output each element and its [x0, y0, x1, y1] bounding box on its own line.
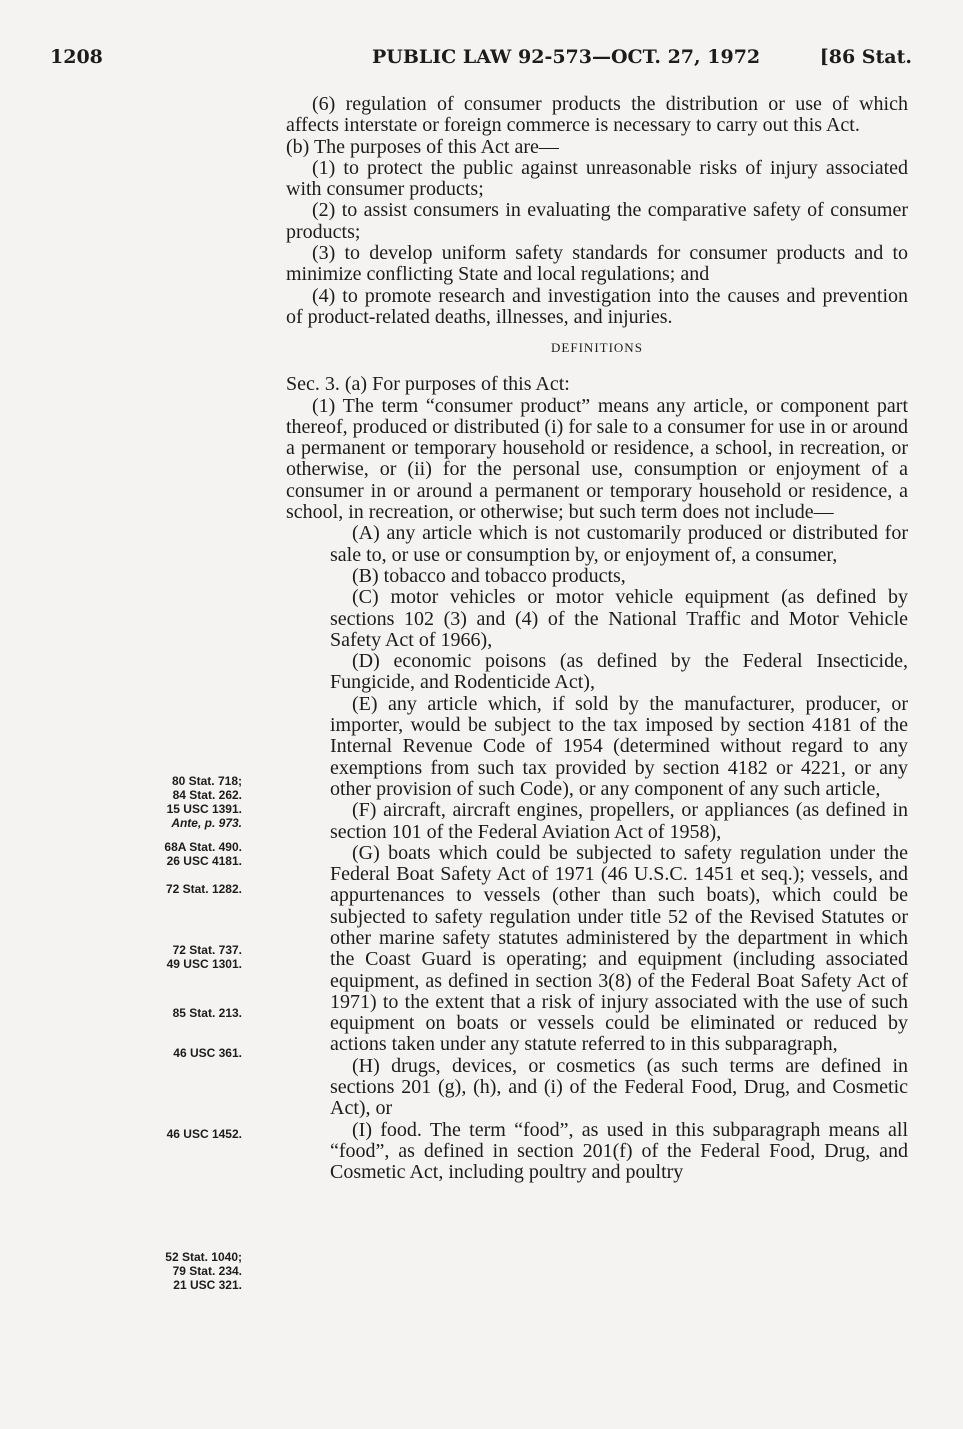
margin-note-line: 85 Stat. 213. [172, 1006, 242, 1020]
exclusion-g: (G) boats which could be subjected to safety regulation under the Federal Boat Safety Act of 1971 (46 U.S.C. 1451 et seq.); vessels, and appurtenances to vessels (other than such boats), which could be subjected to safety regulation under title 52 of the Revised Statutes or other marine safety statutes administered by the department in which the Coast Guard is operating; and equipment (including associated equipment, as defined in section 3(8) of the Federal Boat Safety Act of 1971) to the extent that a risk of injury associated with the use of such equipment on boats or vessels could be eliminated or reduced by actions taken under any statute referred to in this subparagraph, [330, 841, 908, 1056]
exclusion-d: (D) economic poisons (as defined by the Federal Insecticide, Fungicide, and Rodenticide Act), [330, 650, 908, 694]
paragraph-b-intro: (b) The purposes of this Act are— [286, 135, 559, 158]
statutes-volume: [86 Stat. [819, 46, 912, 68]
purpose-2: (2) to assist consumers in evaluating the comparative safety of consumer products; [286, 199, 908, 243]
margin-note-line: 21 USC 321. [173, 1278, 242, 1292]
margin-note-line: 26 USC 4181. [166, 854, 242, 868]
exclusion-a: (A) any article which is not customarily produced or distributed for sale to, or use or consumption by, or enjoyment of, a consumer, [330, 522, 908, 566]
margin-note [42, 1127, 242, 1141]
margin-note-line: 79 Stat. 234. [172, 1264, 242, 1278]
margin-note [42, 1046, 242, 1060]
margin-note [42, 882, 242, 896]
margin-note [42, 1250, 242, 1292]
margin-note-line: 72 Stat. 737. [172, 943, 242, 957]
margin-note [42, 840, 242, 868]
section-heading: DEFINITIONS [551, 340, 643, 356]
definition-1: (1) The term “consumer product” means any article, or component part thereof, produced or distributed (i) for sale to a consumer for use in or around a permanent or temporary household or residence, a school, in recreation, or otherwise, or (ii) for the personal use, consumption or enjoyment of a consumer in or around a permanent or temporary household or residence, a school, in recreation, or otherwise; but such term does not include— [286, 394, 908, 524]
section-3-intro: Sec. 3. (a) For purposes of this Act: [286, 373, 570, 396]
purpose-3: (3) to develop uniform safety standards for consumer products and to minimize conflicting State and local regulations; and [286, 242, 908, 286]
margin-citations [0, 0, 250, 1429]
law-text [286, 94, 908, 1184]
exclusion-c: (C) motor vehicles or motor vehicle equipment (as defined by sections 102 (3) and (4) of the National Traffic and Motor Vehicle Safety Act of 1966), [330, 586, 908, 651]
margin-note-line: 52 Stat. 1040; [165, 1250, 242, 1264]
running-title: PUBLIC LAW 92-573—OCT. 27, 1972 [372, 46, 761, 68]
margin-note-line: 72 Stat. 1282. [165, 882, 242, 896]
exclusion-b: (B) tobacco and tobacco products, [352, 564, 626, 587]
purpose-4: (4) to promote research and investigation into the causes and prevention of product-related deaths, illnesses, and injuries. [286, 284, 908, 328]
purpose-1: (1) to protect the public against unreasonable risks of injury associated with consumer products; [286, 156, 908, 201]
margin-note-line: 46 USC 361. [173, 1046, 242, 1060]
margin-note-line: 68A Stat. 490. [164, 840, 242, 854]
margin-note-line: 46 USC 1452. [166, 1127, 242, 1141]
exclusion-e: (E) any article which, if sold by the manufacturer, producer, or importer, would be subject to the tax imposed by section 4181 of the Internal Revenue Code of 1954 (determined without regard to any exemptions from such tax provided by section 4182 or 4221, or any other provision of such Code), or any component of any such article, [330, 692, 908, 800]
margin-note-line: 15 USC 1391. [166, 802, 242, 816]
exclusion-i: (I) food. The term “food”, as used in this subparagraph means all “food”, as defined in section 201(f) of the Federal Food, Drug, and Cosmetic Act, including poultry and poultry [330, 1118, 908, 1184]
margin-note-line: 80 Stat. 718; [171, 774, 242, 788]
exclusion-h: (H) drugs, devices, or cosmetics (as such terms are defined in sections 201 (g), (h), and (i) of the Federal Food, Drug, and Cosmetic Act), or [330, 1054, 908, 1120]
margin-note-line: Ante, p. 973. [171, 816, 242, 830]
exclusion-f: (F) aircraft, aircraft engines, propellers, or appliances (as defined in section 101 of the Federal Aviation Act of 1958), [330, 799, 908, 843]
margin-note [42, 943, 242, 971]
margin-note-line: 84 Stat. 262. [172, 788, 242, 802]
margin-note [42, 774, 242, 830]
margin-note [42, 1006, 242, 1020]
page-number: 1208 [50, 46, 103, 68]
paragraph-a6: (6) regulation of consumer products the distribution or use of which affects interstate or foreign commerce is necessary to carry out this Act. [286, 93, 908, 137]
margin-note-line: 49 USC 1301. [166, 957, 242, 971]
